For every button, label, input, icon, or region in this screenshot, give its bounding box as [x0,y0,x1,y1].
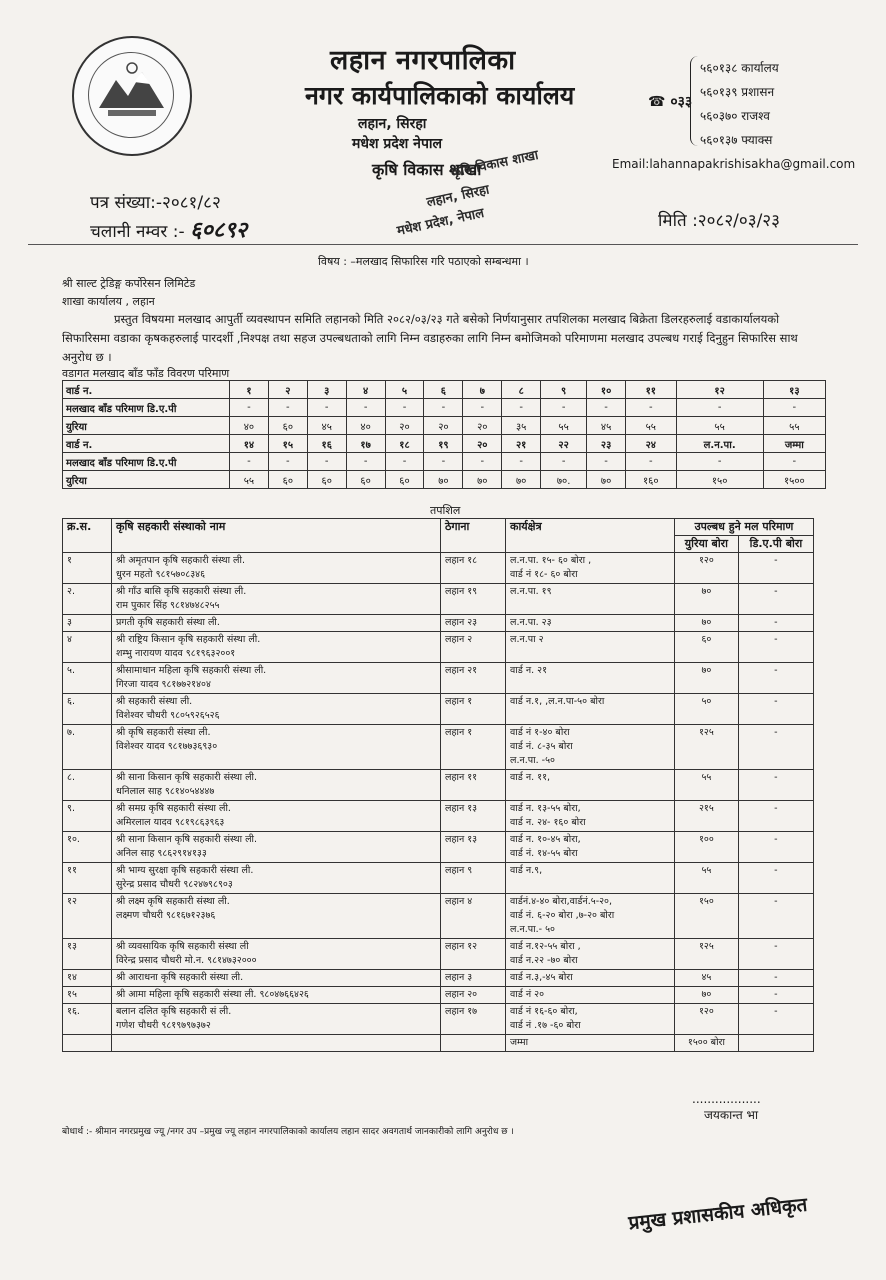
emblem-graphic-icon [94,58,170,128]
table-row [63,632,814,663]
cell-sn: ८. [63,770,112,801]
cell-dap: - [738,770,813,801]
signer-name: जयकान्त भा [704,1108,759,1122]
contact-person: धनिलाल साह ९८१४०५४४४७ [116,786,215,797]
table-row [63,663,814,694]
cell-dap: - [738,970,813,987]
table-row [63,832,814,863]
contact-person: विशेश्वर यादव ९८१७७३६९३० [116,741,218,752]
cell-dap: - [738,725,813,770]
ward-cell: ५५ [230,471,269,489]
ward-cell: २३ [587,435,626,453]
office-name: नगर कार्यपालिकाको कार्यालय [305,81,575,110]
ward-cell: - [676,453,763,471]
ward-distribution-table [62,380,826,489]
phone-fax: ५६०१३७ फ्याक्स [700,133,773,147]
ward-cell: जम्मा [763,435,825,453]
cell-urea: १५० [675,894,739,939]
ward-cell: ६० [268,417,307,435]
phone-admin: ५६०१३९ प्रशासन [700,85,775,99]
cell-urea: ७० [675,987,739,1004]
cell-sn: १४ [63,970,112,987]
cell-area: वार्ड न. ११, [506,770,675,801]
ward-table-row [63,435,826,453]
table-row [63,970,814,987]
ward-cell: २० [424,417,463,435]
ward-cell: ९ [541,381,587,399]
cell-sn: १२ [63,894,112,939]
ward-cell: २२ [541,435,587,453]
cell-urea: ५५ [675,770,739,801]
cell-sn: १ [63,553,112,584]
ward-cell: ४ [346,381,385,399]
ward-table-row [63,453,826,471]
cell-name [112,987,441,1004]
cell-name [112,615,441,632]
cell-urea: १२५ [675,939,739,970]
ward-cell: ४० [346,417,385,435]
ward-cell: ४० [230,417,269,435]
ward-cell: ५५ [763,417,825,435]
org-name: श्री गाँउ बासि कृषि सहकारी संस्था ली. [116,586,247,597]
ward-cell: ७ [463,381,502,399]
cell-name [112,832,441,863]
cell-address: लहान १७ [441,1004,506,1035]
cell-urea: ५५ [675,863,739,894]
col-qty: उपल्बध हुने मल परिमाण [675,519,814,536]
cell-address: लहान १८ [441,553,506,584]
org-name: श्री समग्र कृषि सहकारी संस्था ली. [116,803,231,814]
cc-note: बोधार्थ :- श्रीमान नगरप्रमुख ज्यू /नगर उप –प्रमुख ज्यू लहान नगरपालिकाको कार्यालय लहान सादर अवगतार्थ जानकारीको लागि अनुरोध छ । [62,1127,514,1137]
cell-empty [63,1035,112,1052]
ward-cell: १५० [676,471,763,489]
office-location: लहान, सिरहा [358,116,427,132]
cell-name [112,863,441,894]
ward-cell: - [385,399,424,417]
cell-urea: ७० [675,584,739,615]
contact-person: गणेश चौधरी ९८१९७९७३७२ [116,1020,211,1031]
letter-subject: विषय : –मलखाद सिफारिस गरि पठाएको सम्बन्धमा । [318,255,529,268]
cell-address: लहान १२ [441,939,506,970]
org-name: प्रगती कृषि सहकारी संस्था ली. [116,617,220,628]
ward-row-label: युरिया [63,417,230,435]
cell-sn: १६. [63,1004,112,1035]
cell-urea: २१५ [675,801,739,832]
ward-cell: - [385,453,424,471]
cell-name [112,801,441,832]
cell-address: लहान १३ [441,832,506,863]
ward-row-label: मलखाद बाँड परिमाण डि.ए.पी [63,453,230,471]
table-row [63,987,814,1004]
ward-cell: ५५ [626,417,677,435]
cell-address: लहान १ [441,694,506,725]
province-name: मधेश प्रदेश नेपाल [352,136,443,152]
cell-area: वार्ड न. २१ [506,663,675,694]
ward-cell: २ [268,381,307,399]
ward-cell: १६ [307,435,346,453]
cell-sn: ११ [63,863,112,894]
ward-cell: ७० [463,471,502,489]
cell-urea: ५० [675,694,739,725]
ward-cell: १० [587,381,626,399]
phone-list [700,56,779,152]
cell-dap: - [738,584,813,615]
contact-person: विरेन्द्र प्रसाद चौधरी मो.न. ९८१४७३२००० [116,955,257,966]
cell-name [112,632,441,663]
phone-revenue: ५६०३७० राजश्व [700,109,770,123]
cell-urea: ७० [675,663,739,694]
org-name: श्री कृषि सहकारी संस्था ली. [116,727,211,738]
cell-name [112,894,441,939]
ward-cell: ६० [346,471,385,489]
ward-cell: १९ [424,435,463,453]
ward-cell: - [230,399,269,417]
ward-cell: २० [463,435,502,453]
table-row [63,801,814,832]
ward-cell: - [626,453,677,471]
org-name: श्री राष्ट्रिय किसान कृषि सहकारी संस्था ली. [116,634,261,645]
table-row [63,1004,814,1035]
ward-cell: ल.न.पा. [676,435,763,453]
letter-body: प्रस्तुत विषयमा मलखाद आपुर्ती व्यवस्थापन समिति लहानको मिति २०८२/०३/२३ गते बसेको निर्णयानुसार तपशिलका मलखाद बिक्रेता डिलरहरुलाई वडाकार्यालयको सिफारिसमा वडाका कृषकहरुलाई पारदर्शी ,निश्पक्ष तथा सहज उपल्बधताको लागि निम्न वडाहरुका लागि निम्न बमोजिमको परिमाणमा मलखाद उपल्बध गराई दिनुहुन सिफारिस साथ अनुरोध छ । [62,312,798,364]
cell-sn: ७. [63,725,112,770]
ward-table-row [63,381,826,399]
cell-area: ल.न.पा. १५- ६० बोरा , वार्ड नं १८- ६० बोरा [506,553,675,584]
ward-cell: - [587,453,626,471]
cell-name [112,694,441,725]
ward-cell: ५५ [676,417,763,435]
ward-cell: १४ [230,435,269,453]
ward-cell: - [268,399,307,417]
ward-cell: ६० [385,471,424,489]
ward-cell: - [230,453,269,471]
cell-dap: - [738,894,813,939]
ward-cell: ७०. [541,471,587,489]
ward-cell: - [763,453,825,471]
ward-cell: १२ [676,381,763,399]
ward-cell: ४५ [587,417,626,435]
col-address: ठेगाना [441,519,506,553]
ward-cell: ५ [385,381,424,399]
cell-sn: ४ [63,632,112,663]
table-row [63,939,814,970]
ward-cell: ५५ [541,417,587,435]
cell-dap: - [738,863,813,894]
table-row [63,770,814,801]
letter-number: पत्र संख्या:-२०८१/८२ [90,193,221,213]
contact-person: सुरेन्द्र प्रसाद चौधरी ९८२४७९८९०३ [116,879,233,890]
ward-cell: - [502,453,541,471]
cell-name [112,939,441,970]
cell-name [112,584,441,615]
contact-person: धुरन महतो ९८१५७०८३४६ [116,569,206,580]
cell-sn: २. [63,584,112,615]
ward-cell: - [626,399,677,417]
ward-cell: ३५ [502,417,541,435]
cell-name [112,553,441,584]
ward-row-label: वार्ड न. [63,435,230,453]
contact-person: लक्ष्मण चौधरी ९८१६७१२३७६ [116,910,216,921]
cell-address: लहान २० [441,987,506,1004]
section-name: कृषि विकास शाखा [372,160,482,179]
cell-area: वार्ड न. १३-५५ बोरा, वार्ड न. २४- १६० बोरा [506,801,675,832]
ward-cell: - [587,399,626,417]
ward-cell: १७ [346,435,385,453]
contact-person: राम पुकार सिंह ९८१४७४८२५५ [116,600,220,611]
cell-urea: ६० [675,632,739,663]
ward-table-row [63,471,826,489]
cell-name [112,663,441,694]
ward-row-label: युरिया [63,471,230,489]
ward-cell: - [541,399,587,417]
col-urea: युरिया बोरा [675,536,739,553]
ward-cell: - [502,399,541,417]
cell-urea: १२५ [675,725,739,770]
ward-cell: १६० [626,471,677,489]
ward-cell: - [763,399,825,417]
cell-area: वार्ड नं २० [506,987,675,1004]
cell-address: लहान ११ [441,770,506,801]
cell-name [112,1004,441,1035]
ward-cell: १८ [385,435,424,453]
dispatch-number: चलानी नम्वर :- ६०८९२ [90,218,248,243]
table-row [63,863,814,894]
cell-sn: १०. [63,832,112,863]
cell-name [112,970,441,987]
org-name: श्री आमा महिला कृषि सहकारी संस्था ली. ९८०४७६६४२६ [116,989,309,1000]
ward-cell: ११ [626,381,677,399]
ward-cell: - [541,453,587,471]
cell-urea: ७० [675,615,739,632]
cell-address: लहान १ [441,725,506,770]
cooperative-table [62,518,814,1052]
ward-table-row [63,399,826,417]
cell-sn: ९. [63,801,112,832]
org-name: श्री आराधना कृषि सहकारी संस्था ली. [116,972,244,983]
total-label: जम्मा [506,1035,675,1052]
recipient-name: श्री साल्ट ट्रेडिङ्ग कर्पोरेसन लिमिटेड [62,277,196,290]
col-area: कार्यक्षेत्र [506,519,675,553]
cell-empty [112,1035,441,1052]
ward-cell: २४ [626,435,677,453]
col-dap: डि.ए.पी बोरा [738,536,813,553]
contact-person: विशेश्वर चौधरी ९८०५९२६५२६ [116,710,220,721]
cell-area: ल.न.पा २ [506,632,675,663]
municipality-name: लहान नगरपालिका [330,45,516,76]
ward-table-row [63,417,826,435]
ward-cell: ७० [502,471,541,489]
cell-dap: - [738,832,813,863]
cell-sn: ५. [63,663,112,694]
ward-cell: - [307,453,346,471]
ward-row-label: मलखाद बाँड परिमाण डि.ए.पी [63,399,230,417]
cell-dap: - [738,801,813,832]
cell-dap: - [738,553,813,584]
contact-person: गिरजा यादव ९८१७७२१४०४ [116,679,211,690]
cell-sn: १३ [63,939,112,970]
ward-cell: ६० [268,471,307,489]
cell-address: लहान ३ [441,970,506,987]
ward-table-title: वडागत मलखाद बाँड फाँड विवरण परिमाण [62,367,230,380]
org-name: श्री सहकारी संस्था ली. [116,696,193,707]
cell-urea: १२० [675,553,739,584]
cell-dap: - [738,632,813,663]
ward-cell: ६ [424,381,463,399]
org-name: श्री लक्ष्म कृषि सहकारी संस्था ली. [116,896,230,907]
ward-cell: २० [385,417,424,435]
recipient-branch: शाखा कार्यालय , लहान [62,295,155,308]
org-name: श्री साना किसान कृषि सहकारी संस्था ली. [116,772,258,783]
cell-area: ल.न.पा. १९ [506,584,675,615]
cell-area: वार्ड न.९, [506,863,675,894]
cell-dap: - [738,694,813,725]
cell-area: ल.न.पा. २३ [506,615,675,632]
cell-area: वार्ड नं १-४० बोरा वार्ड नं. ८-३५ बोरा ल.न.पा. -५० [506,725,675,770]
cell-address: लहान १९ [441,584,506,615]
total-value: १५०० बोरा [675,1035,739,1052]
table-row [63,694,814,725]
cell-area: वार्ड न.३,-४५ बोरा [506,970,675,987]
cell-dap: - [738,1004,813,1035]
cell-area: वार्ड न. १०-४५ बोरा, वार्ड नं. १४-५५ बोरा [506,832,675,863]
cell-dap: - [738,663,813,694]
ward-cell: - [424,453,463,471]
ward-cell: ७० [587,471,626,489]
phone-label: ☎ ०३३ [648,94,693,110]
org-name: श्रीसामाधान महिला कृषि सहकारी संस्था ली. [116,665,267,676]
contact-person: अमिरलाल यादव ९८१९८६३९६३ [116,817,225,828]
cell-address: लहान २ [441,632,506,663]
cell-urea: १२० [675,1004,739,1035]
details-heading: तपशिल [430,504,461,517]
cell-sn: ६. [63,694,112,725]
col-sn: क्र.स. [63,519,112,553]
cell-dap: - [738,615,813,632]
cell-name [112,725,441,770]
cell-address: लहान ९ [441,863,506,894]
ward-cell: २० [463,417,502,435]
cell-sn: १५ [63,987,112,1004]
ward-cell: - [424,399,463,417]
cell-empty [738,1035,813,1052]
email-address: Email:lahannapakrishisakha@gmail.com [612,157,856,171]
designation-stamp: प्रमुख प्रशासकीय अधिकृत [627,1193,809,1235]
header-divider [28,244,858,245]
cell-empty [441,1035,506,1052]
cell-address: लहान ४ [441,894,506,939]
col-name: कृषि सहकारी संस्थाको नाम [112,519,441,553]
cell-area: वार्डनं.४-४० बोरा,वार्डनं.५-२०, वार्ड नं. ६-२० बोरा ,७-२० बोरा ल.न.पा.- ५० [506,894,675,939]
table-row [63,553,814,584]
ward-cell: ४५ [307,417,346,435]
cell-address: लहान १३ [441,801,506,832]
cell-area: वार्ड न.१२-५५ बोरा , वार्ड न.२२ -७० बोरा [506,939,675,970]
cell-urea: ४५ [675,970,739,987]
contact-person: अनिल साह ९८६२९१४१३३ [116,848,207,859]
table-row [63,725,814,770]
office-stamp: कृषि विकास शाखा लहान, सिरहा मधेश प्रदेश, नेपाल [395,147,540,240]
ward-cell: - [676,399,763,417]
org-name: श्री भाग्य सुरक्षा कृषि सहकारी संस्था ली. [116,865,254,876]
org-name: श्री व्यवसायिक कृषि सहकारी संस्था ली [116,941,249,952]
table-row [63,615,814,632]
ward-cell: ३ [307,381,346,399]
contact-person: शम्भु नारायण यादव ९८१९६३२००१ [116,648,236,659]
ward-cell: - [463,453,502,471]
cell-dap: - [738,987,813,1004]
municipality-emblem [72,36,192,156]
letter-date: मिति :२०८२/०३/२३ [658,211,780,231]
ward-cell: ६० [307,471,346,489]
ward-cell: - [307,399,346,417]
total-row [63,1035,814,1052]
ward-cell: १३ [763,381,825,399]
ward-cell: १५०० [763,471,825,489]
ward-cell: १ [230,381,269,399]
cell-urea: १०० [675,832,739,863]
org-name: श्री अमृतपान कृषि सहकारी संस्था ली. [116,555,245,566]
ward-row-label: वार्ड न. [63,381,230,399]
cell-area: वार्ड न.१, ,ल.न.पा-५० बोरा [506,694,675,725]
signature-line: .................. [692,1092,761,1106]
ward-cell: २१ [502,435,541,453]
table-row [63,894,814,939]
cell-address: लहान २३ [441,615,506,632]
phone-office: ५६०१३८ कार्यालय [700,61,779,75]
cell-sn: ३ [63,615,112,632]
ward-cell: - [268,453,307,471]
org-name: बलान दलित कृषि सहकारी सं ली. [116,1006,232,1017]
ward-cell: - [463,399,502,417]
cell-name [112,770,441,801]
ward-cell: १५ [268,435,307,453]
ward-cell: ८ [502,381,541,399]
ward-cell: - [346,399,385,417]
ward-cell: - [346,453,385,471]
cell-address: लहान २१ [441,663,506,694]
cell-dap: - [738,939,813,970]
table-row [63,584,814,615]
org-name: श्री साना किसान कृषि सहकारी संस्था ली. [116,834,258,845]
cell-area: वार्ड नं १६-६० बोरा, वार्ड नं .१७ -६० बोरा [506,1004,675,1035]
ward-cell: ७० [424,471,463,489]
